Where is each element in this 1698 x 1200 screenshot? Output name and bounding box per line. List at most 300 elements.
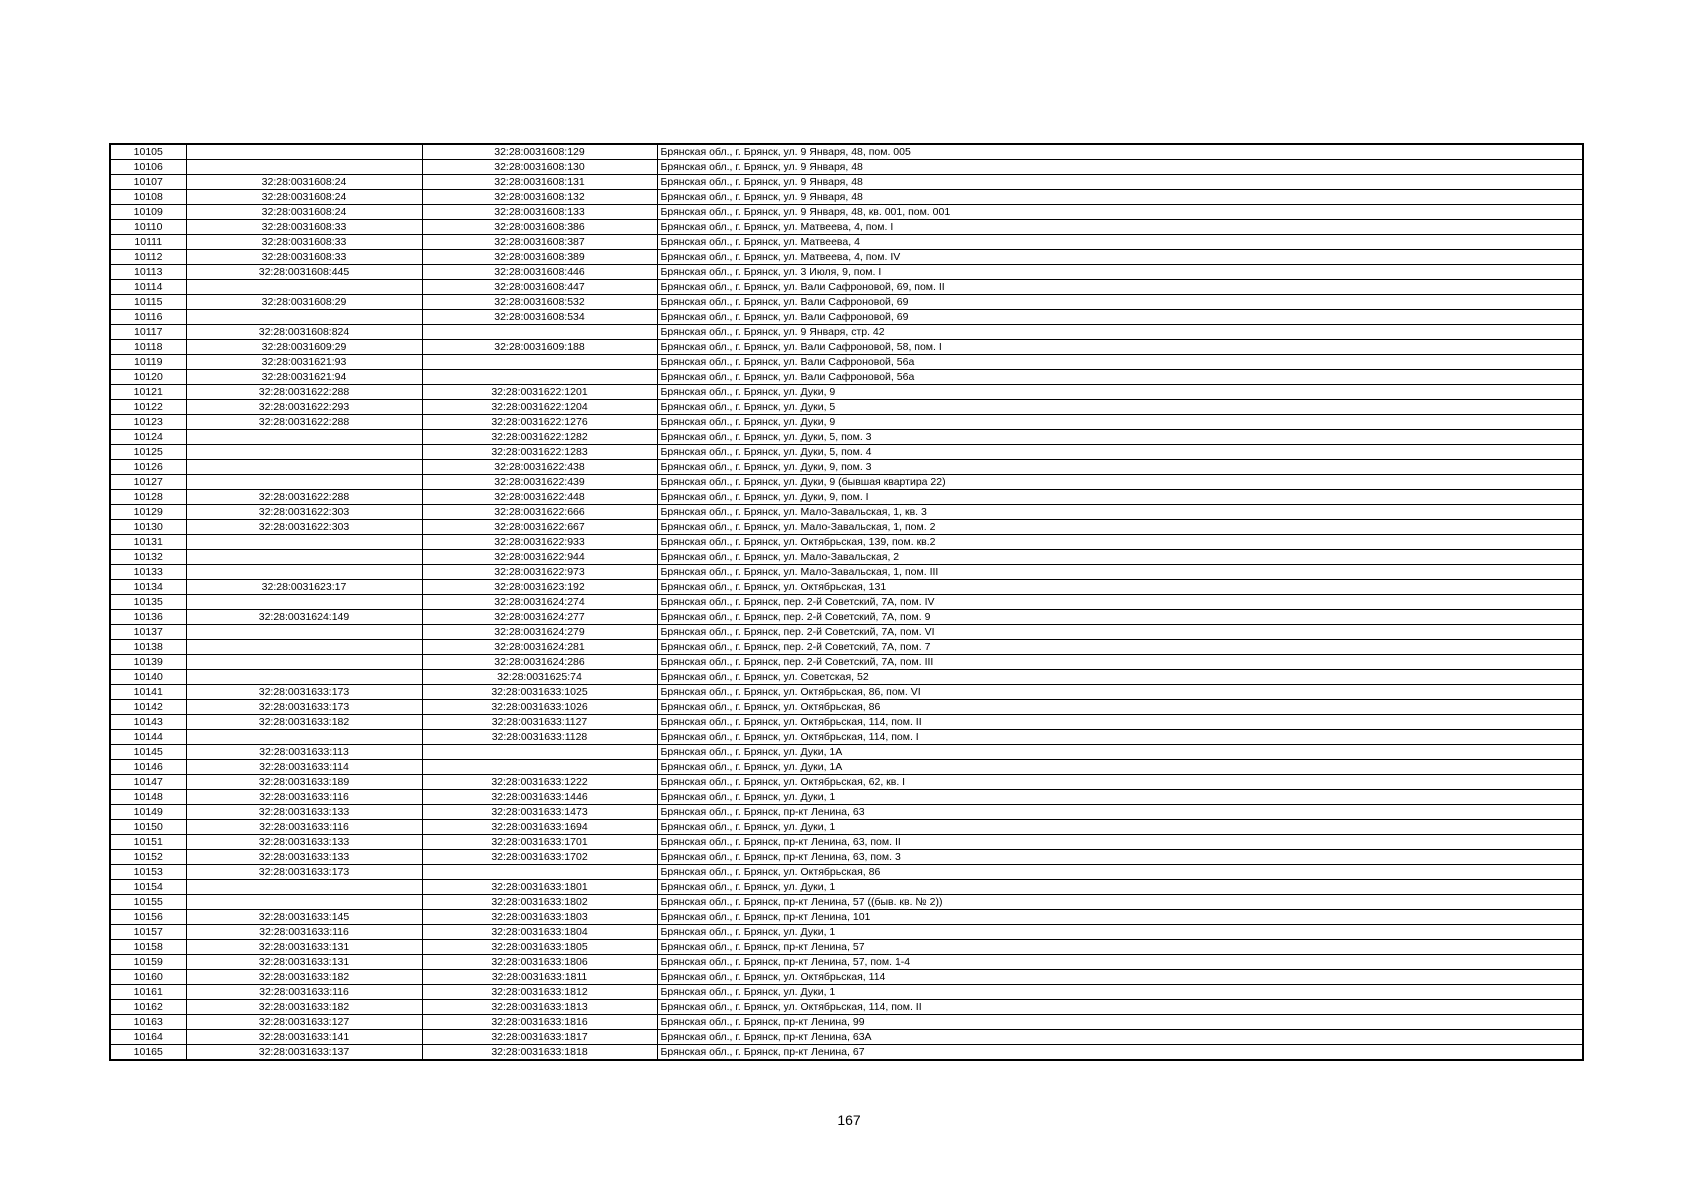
row-number-cell: 10151 xyxy=(110,835,186,850)
parent-cadastral-number-cell: 32:28:0031608:29 xyxy=(186,295,422,310)
cadastral-number-cell: 32:28:0031633:1446 xyxy=(422,790,657,805)
page-number: 167 xyxy=(837,1112,861,1128)
address-cell: Брянская обл., г. Брянск, пр-кт Ленина, 57 xyxy=(657,940,1583,955)
parent-cadastral-number-cell: 32:28:0031608:824 xyxy=(186,325,422,340)
parent-cadastral-number-cell: 32:28:0031633:131 xyxy=(186,955,422,970)
parent-cadastral-number-cell xyxy=(186,144,422,160)
cadastral-number-cell: 32:28:0031622:1201 xyxy=(422,385,657,400)
row-number-cell: 10163 xyxy=(110,1015,186,1030)
address-cell: Брянская обл., г. Брянск, пр-кт Ленина, 63, пом. II xyxy=(657,835,1583,850)
cadastral-number-cell: 32:28:0031608:534 xyxy=(422,310,657,325)
cadastral-number-cell: 32:28:0031608:389 xyxy=(422,250,657,265)
cadastral-number-cell: 32:28:0031608:532 xyxy=(422,295,657,310)
cadastral-number-cell: 32:28:0031608:447 xyxy=(422,280,657,295)
parent-cadastral-number-cell: 32:28:0031608:33 xyxy=(186,220,422,235)
table-row xyxy=(110,565,1583,580)
address-cell: Брянская обл., г. Брянск, ул. 9 Января, 48 xyxy=(657,190,1583,205)
address-cell: Брянская обл., г. Брянск, пр-кт Ленина, 57 ((быв. кв. № 2)) xyxy=(657,895,1583,910)
row-number-cell: 10118 xyxy=(110,340,186,355)
table-row xyxy=(110,955,1583,970)
parent-cadastral-number-cell xyxy=(186,280,422,295)
table-row xyxy=(110,835,1583,850)
row-number-cell: 10133 xyxy=(110,565,186,580)
parent-cadastral-number-cell: 32:28:0031633:116 xyxy=(186,925,422,940)
address-cell: Брянская обл., г. Брянск, ул. Дуки, 9 xyxy=(657,385,1583,400)
cadastral-number-cell: 32:28:0031608:446 xyxy=(422,265,657,280)
address-cell: Брянская обл., г. Брянск, пр-кт Ленина, 57, пом. 1-4 xyxy=(657,955,1583,970)
cadastral-number-cell: 32:28:0031633:1222 xyxy=(422,775,657,790)
row-number-cell: 10126 xyxy=(110,460,186,475)
cadastral-number-cell: 32:28:0031622:1276 xyxy=(422,415,657,430)
row-number-cell: 10146 xyxy=(110,760,186,775)
parent-cadastral-number-cell: 32:28:0031633:182 xyxy=(186,970,422,985)
table-row xyxy=(110,535,1583,550)
row-number-cell: 10124 xyxy=(110,430,186,445)
parent-cadastral-number-cell: 32:28:0031608:445 xyxy=(186,265,422,280)
table-row xyxy=(110,685,1583,700)
parent-cadastral-number-cell: 32:28:0031633:137 xyxy=(186,1045,422,1061)
parent-cadastral-number-cell xyxy=(186,460,422,475)
table-row xyxy=(110,325,1583,340)
table-row xyxy=(110,805,1583,820)
table-row xyxy=(110,385,1583,400)
table-row xyxy=(110,625,1583,640)
address-cell: Брянская обл., г. Брянск, пер. 2-й Советский, 7А, пом. VI xyxy=(657,625,1583,640)
row-number-cell: 10117 xyxy=(110,325,186,340)
parent-cadastral-number-cell xyxy=(186,535,422,550)
cadastral-number-cell: 32:28:0031624:286 xyxy=(422,655,657,670)
cadastral-number-cell xyxy=(422,745,657,760)
parent-cadastral-number-cell: 32:28:0031633:131 xyxy=(186,940,422,955)
address-cell: Брянская обл., г. Брянск, ул. Мало-Завальская, 1, пом. 2 xyxy=(657,520,1583,535)
cadastral-number-cell: 32:28:0031622:439 xyxy=(422,475,657,490)
table-row xyxy=(110,670,1583,685)
row-number-cell: 10135 xyxy=(110,595,186,610)
address-cell: Брянская обл., г. Брянск, ул. Октябрьская, 114, пом. I xyxy=(657,730,1583,745)
address-cell: Брянская обл., г. Брянск, ул. Дуки, 1А xyxy=(657,745,1583,760)
parent-cadastral-number-cell xyxy=(186,655,422,670)
parent-cadastral-number-cell: 32:28:0031633:113 xyxy=(186,745,422,760)
cadastral-number-cell: 32:28:0031622:448 xyxy=(422,490,657,505)
table-row xyxy=(110,295,1583,310)
cadastral-number-cell: 32:28:0031622:438 xyxy=(422,460,657,475)
parent-cadastral-number-cell xyxy=(186,730,422,745)
table-row xyxy=(110,580,1583,595)
parent-cadastral-number-cell xyxy=(186,475,422,490)
cadastral-number-cell: 32:28:0031623:192 xyxy=(422,580,657,595)
row-number-cell: 10131 xyxy=(110,535,186,550)
row-number-cell: 10141 xyxy=(110,685,186,700)
table-row xyxy=(110,745,1583,760)
row-number-cell: 10153 xyxy=(110,865,186,880)
table-row xyxy=(110,775,1583,790)
cadastral-number-cell: 32:28:0031633:1801 xyxy=(422,880,657,895)
table-row xyxy=(110,610,1583,625)
table-row xyxy=(110,985,1583,1000)
cadastral-number-cell: 32:28:0031633:1127 xyxy=(422,715,657,730)
parent-cadastral-number-cell xyxy=(186,625,422,640)
parent-cadastral-number-cell: 32:28:0031633:133 xyxy=(186,835,422,850)
table-row xyxy=(110,340,1583,355)
address-cell: Брянская обл., г. Брянск, ул. 9 Января, 48, кв. 001, пом. 001 xyxy=(657,205,1583,220)
cadastral-number-cell: 32:28:0031608:131 xyxy=(422,175,657,190)
address-cell: Брянская обл., г. Брянск, ул. Дуки, 1 xyxy=(657,925,1583,940)
table-row xyxy=(110,715,1583,730)
address-cell: Брянская обл., г. Брянск, ул. Дуки, 1 xyxy=(657,880,1583,895)
row-number-cell: 10127 xyxy=(110,475,186,490)
cadastral-number-cell: 32:28:0031633:1812 xyxy=(422,985,657,1000)
address-cell: Брянская обл., г. Брянск, пр-кт Ленина, 63А xyxy=(657,1030,1583,1045)
parent-cadastral-number-cell: 32:28:0031608:24 xyxy=(186,190,422,205)
row-number-cell: 10149 xyxy=(110,805,186,820)
row-number-cell: 10115 xyxy=(110,295,186,310)
parent-cadastral-number-cell: 32:28:0031623:17 xyxy=(186,580,422,595)
row-number-cell: 10125 xyxy=(110,445,186,460)
table-row xyxy=(110,355,1583,370)
address-cell: Брянская обл., г. Брянск, ул. Дуки, 9, пом. I xyxy=(657,490,1583,505)
address-cell: Брянская обл., г. Брянск, ул. Вали Сафроновой, 58, пом. I xyxy=(657,340,1583,355)
address-cell: Брянская обл., г. Брянск, ул. Вали Сафроновой, 69 xyxy=(657,310,1583,325)
row-number-cell: 10164 xyxy=(110,1030,186,1045)
cadastral-number-cell: 32:28:0031608:386 xyxy=(422,220,657,235)
table-row xyxy=(110,1030,1583,1045)
cadastral-number-cell: 32:28:0031633:1702 xyxy=(422,850,657,865)
cadastral-number-cell: 32:28:0031608:130 xyxy=(422,160,657,175)
address-cell: Брянская обл., г. Брянск, ул. Дуки, 1А xyxy=(657,760,1583,775)
address-cell: Брянская обл., г. Брянск, пр-кт Ленина, 63 xyxy=(657,805,1583,820)
table-row xyxy=(110,655,1583,670)
row-number-cell: 10142 xyxy=(110,700,186,715)
row-number-cell: 10130 xyxy=(110,520,186,535)
address-cell: Брянская обл., г. Брянск, ул. Дуки, 9, пом. 3 xyxy=(657,460,1583,475)
parent-cadastral-number-cell xyxy=(186,670,422,685)
parent-cadastral-number-cell xyxy=(186,595,422,610)
row-number-cell: 10120 xyxy=(110,370,186,385)
row-number-cell: 10119 xyxy=(110,355,186,370)
address-cell: Брянская обл., г. Брянск, ул. Дуки, 1 xyxy=(657,790,1583,805)
row-number-cell: 10147 xyxy=(110,775,186,790)
cadastral-number-cell: 32:28:0031622:1282 xyxy=(422,430,657,445)
parent-cadastral-number-cell: 32:28:0031633:173 xyxy=(186,865,422,880)
address-cell: Брянская обл., г. Брянск, ул. Матвеева, 4, пом. IV xyxy=(657,250,1583,265)
parent-cadastral-number-cell: 32:28:0031633:173 xyxy=(186,685,422,700)
row-number-cell: 10140 xyxy=(110,670,186,685)
table-row xyxy=(110,910,1583,925)
cadastral-number-cell: 32:28:0031633:1803 xyxy=(422,910,657,925)
row-number-cell: 10148 xyxy=(110,790,186,805)
row-number-cell: 10105 xyxy=(110,144,186,160)
parent-cadastral-number-cell: 32:28:0031633:141 xyxy=(186,1030,422,1045)
parent-cadastral-number-cell: 32:28:0031633:116 xyxy=(186,820,422,835)
row-number-cell: 10156 xyxy=(110,910,186,925)
address-cell: Брянская обл., г. Брянск, пр-кт Ленина, 101 xyxy=(657,910,1583,925)
cadastral-number-cell: 32:28:0031633:1026 xyxy=(422,700,657,715)
parent-cadastral-number-cell: 32:28:0031621:93 xyxy=(186,355,422,370)
address-cell: Брянская обл., г. Брянск, ул. Октябрьская, 139, пом. кв.2 xyxy=(657,535,1583,550)
address-cell: Брянская обл., г. Брянск, ул. Дуки, 5, пом. 4 xyxy=(657,445,1583,460)
row-number-cell: 10152 xyxy=(110,850,186,865)
row-number-cell: 10137 xyxy=(110,625,186,640)
cadastral-number-cell: 32:28:0031633:1128 xyxy=(422,730,657,745)
address-cell: Брянская обл., г. Брянск, ул. Дуки, 9 (бывшая квартира 22) xyxy=(657,475,1583,490)
address-cell: Брянская обл., г. Брянск, пер. 2-й Советский, 7А, пом. IV xyxy=(657,595,1583,610)
table-row xyxy=(110,760,1583,775)
row-number-cell: 10116 xyxy=(110,310,186,325)
table-row xyxy=(110,160,1583,175)
parent-cadastral-number-cell: 32:28:0031622:288 xyxy=(186,490,422,505)
cadastral-number-cell xyxy=(422,325,657,340)
registry-table-body xyxy=(110,144,1583,1060)
row-number-cell: 10145 xyxy=(110,745,186,760)
address-cell: Брянская обл., г. Брянск, ул. Дуки, 5 xyxy=(657,400,1583,415)
address-cell: Брянская обл., г. Брянск, ул. Дуки, 5, пом. 3 xyxy=(657,430,1583,445)
parent-cadastral-number-cell: 32:28:0031608:33 xyxy=(186,235,422,250)
parent-cadastral-number-cell xyxy=(186,445,422,460)
cadastral-number-cell: 32:28:0031608:133 xyxy=(422,205,657,220)
table-row xyxy=(110,445,1583,460)
table-row xyxy=(110,370,1583,385)
cadastral-number-cell: 32:28:0031633:1811 xyxy=(422,970,657,985)
cadastral-number-cell: 32:28:0031622:933 xyxy=(422,535,657,550)
table-row xyxy=(110,925,1583,940)
cadastral-number-cell: 32:28:0031633:1805 xyxy=(422,940,657,955)
row-number-cell: 10158 xyxy=(110,940,186,955)
table-row xyxy=(110,895,1583,910)
table-row xyxy=(110,550,1583,565)
cadastral-number-cell: 32:28:0031622:944 xyxy=(422,550,657,565)
table-row xyxy=(110,820,1583,835)
parent-cadastral-number-cell xyxy=(186,160,422,175)
cadastral-number-cell: 32:28:0031622:667 xyxy=(422,520,657,535)
cadastral-number-cell: 32:28:0031625:74 xyxy=(422,670,657,685)
address-cell: Брянская обл., г. Брянск, ул. Матвеева, 4 xyxy=(657,235,1583,250)
table-row xyxy=(110,1015,1583,1030)
row-number-cell: 10106 xyxy=(110,160,186,175)
table-row xyxy=(110,595,1583,610)
address-cell: Брянская обл., г. Брянск, ул. Октябрьская, 62, кв. I xyxy=(657,775,1583,790)
cadastral-number-cell: 32:28:0031622:1283 xyxy=(422,445,657,460)
row-number-cell: 10112 xyxy=(110,250,186,265)
parent-cadastral-number-cell: 32:28:0031633:145 xyxy=(186,910,422,925)
row-number-cell: 10136 xyxy=(110,610,186,625)
address-cell: Брянская обл., г. Брянск, пер. 2-й Советский, 7А, пом. 7 xyxy=(657,640,1583,655)
row-number-cell: 10110 xyxy=(110,220,186,235)
table-row xyxy=(110,220,1583,235)
parent-cadastral-number-cell xyxy=(186,880,422,895)
cadastral-number-cell: 32:28:0031633:1806 xyxy=(422,955,657,970)
cadastral-number-cell: 32:28:0031608:387 xyxy=(422,235,657,250)
parent-cadastral-number-cell: 32:28:0031633:127 xyxy=(186,1015,422,1030)
table-row xyxy=(110,970,1583,985)
address-cell: Брянская обл., г. Брянск, пер. 2-й Советский, 7А, пом. 9 xyxy=(657,610,1583,625)
cadastral-number-cell xyxy=(422,370,657,385)
parent-cadastral-number-cell: 32:28:0031633:133 xyxy=(186,850,422,865)
parent-cadastral-number-cell: 32:28:0031622:288 xyxy=(186,415,422,430)
table-row xyxy=(110,250,1583,265)
address-cell: Брянская обл., г. Брянск, ул. Мало-Завальская, 1, кв. 3 xyxy=(657,505,1583,520)
table-row xyxy=(110,190,1583,205)
cadastral-number-cell: 32:28:0031624:277 xyxy=(422,610,657,625)
parent-cadastral-number-cell xyxy=(186,565,422,580)
row-number-cell: 10161 xyxy=(110,985,186,1000)
cadastral-number-cell: 32:28:0031624:279 xyxy=(422,625,657,640)
parent-cadastral-number-cell: 32:28:0031622:303 xyxy=(186,505,422,520)
parent-cadastral-number-cell: 32:28:0031633:182 xyxy=(186,1000,422,1015)
parent-cadastral-number-cell: 32:28:0031608:24 xyxy=(186,205,422,220)
parent-cadastral-number-cell xyxy=(186,310,422,325)
table-row xyxy=(110,235,1583,250)
cadastral-number-cell: 32:28:0031633:1816 xyxy=(422,1015,657,1030)
cadastral-number-cell xyxy=(422,865,657,880)
table-row xyxy=(110,400,1583,415)
parent-cadastral-number-cell: 32:28:0031622:303 xyxy=(186,520,422,535)
row-number-cell: 10121 xyxy=(110,385,186,400)
address-cell: Брянская обл., г. Брянск, ул. Октябрьская, 114 xyxy=(657,970,1583,985)
cadastral-number-cell: 32:28:0031608:132 xyxy=(422,190,657,205)
row-number-cell: 10111 xyxy=(110,235,186,250)
table-row xyxy=(110,310,1583,325)
registry-table xyxy=(109,143,1584,1061)
row-number-cell: 10143 xyxy=(110,715,186,730)
parent-cadastral-number-cell: 32:28:0031633:116 xyxy=(186,790,422,805)
table-row xyxy=(110,865,1583,880)
table-row xyxy=(110,640,1583,655)
cadastral-number-cell: 32:28:0031609:188 xyxy=(422,340,657,355)
table-row xyxy=(110,205,1583,220)
table-row xyxy=(110,505,1583,520)
address-cell: Брянская обл., г. Брянск, ул. Советская, 52 xyxy=(657,670,1583,685)
row-number-cell: 10162 xyxy=(110,1000,186,1015)
address-cell: Брянская обл., г. Брянск, ул. Октябрьская, 131 xyxy=(657,580,1583,595)
row-number-cell: 10123 xyxy=(110,415,186,430)
row-number-cell: 10155 xyxy=(110,895,186,910)
table-row xyxy=(110,1045,1583,1061)
row-number-cell: 10144 xyxy=(110,730,186,745)
address-cell: Брянская обл., г. Брянск, ул. Дуки, 1 xyxy=(657,985,1583,1000)
address-cell: Брянская обл., г. Брянск, ул. Октябрьская, 114, пом. II xyxy=(657,715,1583,730)
row-number-cell: 10114 xyxy=(110,280,186,295)
cadastral-number-cell: 32:28:0031633:1804 xyxy=(422,925,657,940)
row-number-cell: 10128 xyxy=(110,490,186,505)
parent-cadastral-number-cell xyxy=(186,640,422,655)
parent-cadastral-number-cell xyxy=(186,430,422,445)
parent-cadastral-number-cell: 32:28:0031633:133 xyxy=(186,805,422,820)
address-cell: Брянская обл., г. Брянск, пр-кт Ленина, 67 xyxy=(657,1045,1583,1061)
parent-cadastral-number-cell: 32:28:0031633:116 xyxy=(186,985,422,1000)
parent-cadastral-number-cell: 32:28:0031622:288 xyxy=(186,385,422,400)
cadastral-number-cell xyxy=(422,760,657,775)
cadastral-number-cell xyxy=(422,355,657,370)
row-number-cell: 10132 xyxy=(110,550,186,565)
table-row xyxy=(110,280,1583,295)
cadastral-number-cell: 32:28:0031633:1701 xyxy=(422,835,657,850)
cadastral-number-cell: 32:28:0031622:1204 xyxy=(422,400,657,415)
address-cell: Брянская обл., г. Брянск, ул. Мало-Завальская, 1, пом. III xyxy=(657,565,1583,580)
address-cell: Брянская обл., г. Брянск, ул. Дуки, 9 xyxy=(657,415,1583,430)
address-cell: Брянская обл., г. Брянск, ул. 9 Января, стр. 42 xyxy=(657,325,1583,340)
cadastral-number-cell: 32:28:0031633:1025 xyxy=(422,685,657,700)
row-number-cell: 10134 xyxy=(110,580,186,595)
row-number-cell: 10129 xyxy=(110,505,186,520)
parent-cadastral-number-cell: 32:28:0031621:94 xyxy=(186,370,422,385)
address-cell: Брянская обл., г. Брянск, ул. Октябрьская, 86 xyxy=(657,865,1583,880)
parent-cadastral-number-cell: 32:28:0031633:114 xyxy=(186,760,422,775)
table-row xyxy=(110,1000,1583,1015)
table-row xyxy=(110,490,1583,505)
address-cell: Брянская обл., г. Брянск, ул. Дуки, 1 xyxy=(657,820,1583,835)
cadastral-number-cell: 32:28:0031633:1694 xyxy=(422,820,657,835)
row-number-cell: 10154 xyxy=(110,880,186,895)
cadastral-number-cell: 32:28:0031624:274 xyxy=(422,595,657,610)
table-row xyxy=(110,475,1583,490)
parent-cadastral-number-cell: 32:28:0031622:293 xyxy=(186,400,422,415)
cadastral-number-cell: 32:28:0031633:1802 xyxy=(422,895,657,910)
row-number-cell: 10108 xyxy=(110,190,186,205)
cadastral-number-cell: 32:28:0031608:129 xyxy=(422,144,657,160)
row-number-cell: 10165 xyxy=(110,1045,186,1061)
table-row xyxy=(110,520,1583,535)
address-cell: Брянская обл., г. Брянск, пр-кт Ленина, 63, пом. 3 xyxy=(657,850,1583,865)
parent-cadastral-number-cell: 32:28:0031633:182 xyxy=(186,715,422,730)
cadastral-number-cell: 32:28:0031624:281 xyxy=(422,640,657,655)
cadastral-number-cell: 32:28:0031633:1818 xyxy=(422,1045,657,1061)
row-number-cell: 10139 xyxy=(110,655,186,670)
address-cell: Брянская обл., г. Брянск, пр-кт Ленина, 99 xyxy=(657,1015,1583,1030)
address-cell: Брянская обл., г. Брянск, ул. 9 Января, 48 xyxy=(657,175,1583,190)
row-number-cell: 10157 xyxy=(110,925,186,940)
address-cell: Брянская обл., г. Брянск, ул. Вали Сафроновой, 56а xyxy=(657,370,1583,385)
cadastral-number-cell: 32:28:0031633:1817 xyxy=(422,1030,657,1045)
address-cell: Брянская обл., г. Брянск, ул. Октябрьская, 86, пом. VI xyxy=(657,685,1583,700)
cadastral-number-cell: 32:28:0031633:1473 xyxy=(422,805,657,820)
parent-cadastral-number-cell xyxy=(186,895,422,910)
table-row xyxy=(110,850,1583,865)
address-cell: Брянская обл., г. Брянск, ул. Вали Сафроновой, 69 xyxy=(657,295,1583,310)
table-row xyxy=(110,730,1583,745)
table-row xyxy=(110,144,1583,160)
address-cell: Брянская обл., г. Брянск, ул. 9 Января, 48, пом. 005 xyxy=(657,144,1583,160)
table-row xyxy=(110,415,1583,430)
row-number-cell: 10138 xyxy=(110,640,186,655)
row-number-cell: 10160 xyxy=(110,970,186,985)
table-row xyxy=(110,940,1583,955)
address-cell: Брянская обл., г. Брянск, пер. 2-й Советский, 7А, пом. III xyxy=(657,655,1583,670)
address-cell: Брянская обл., г. Брянск, ул. Мало-Завальская, 2 xyxy=(657,550,1583,565)
cadastral-number-cell: 32:28:0031622:973 xyxy=(422,565,657,580)
row-number-cell: 10113 xyxy=(110,265,186,280)
parent-cadastral-number-cell: 32:28:0031608:33 xyxy=(186,250,422,265)
address-cell: Брянская обл., г. Брянск, ул. Октябрьская, 86 xyxy=(657,700,1583,715)
table-row xyxy=(110,265,1583,280)
address-cell: Брянская обл., г. Брянск, ул. 9 Января, 48 xyxy=(657,160,1583,175)
table-row xyxy=(110,430,1583,445)
table-row xyxy=(110,175,1583,190)
row-number-cell: 10109 xyxy=(110,205,186,220)
table-row xyxy=(110,460,1583,475)
parent-cadastral-number-cell xyxy=(186,550,422,565)
address-cell: Брянская обл., г. Брянск, ул. Вали Сафроновой, 56а xyxy=(657,355,1583,370)
table-row xyxy=(110,790,1583,805)
row-number-cell: 10107 xyxy=(110,175,186,190)
cadastral-number-cell: 32:28:0031622:666 xyxy=(422,505,657,520)
address-cell: Брянская обл., г. Брянск, ул. Матвеева, 4, пом. I xyxy=(657,220,1583,235)
parent-cadastral-number-cell: 32:28:0031624:149 xyxy=(186,610,422,625)
table-row xyxy=(110,880,1583,895)
parent-cadastral-number-cell: 32:28:0031633:189 xyxy=(186,775,422,790)
row-number-cell: 10159 xyxy=(110,955,186,970)
parent-cadastral-number-cell: 32:28:0031633:173 xyxy=(186,700,422,715)
parent-cadastral-number-cell: 32:28:0031608:24 xyxy=(186,175,422,190)
